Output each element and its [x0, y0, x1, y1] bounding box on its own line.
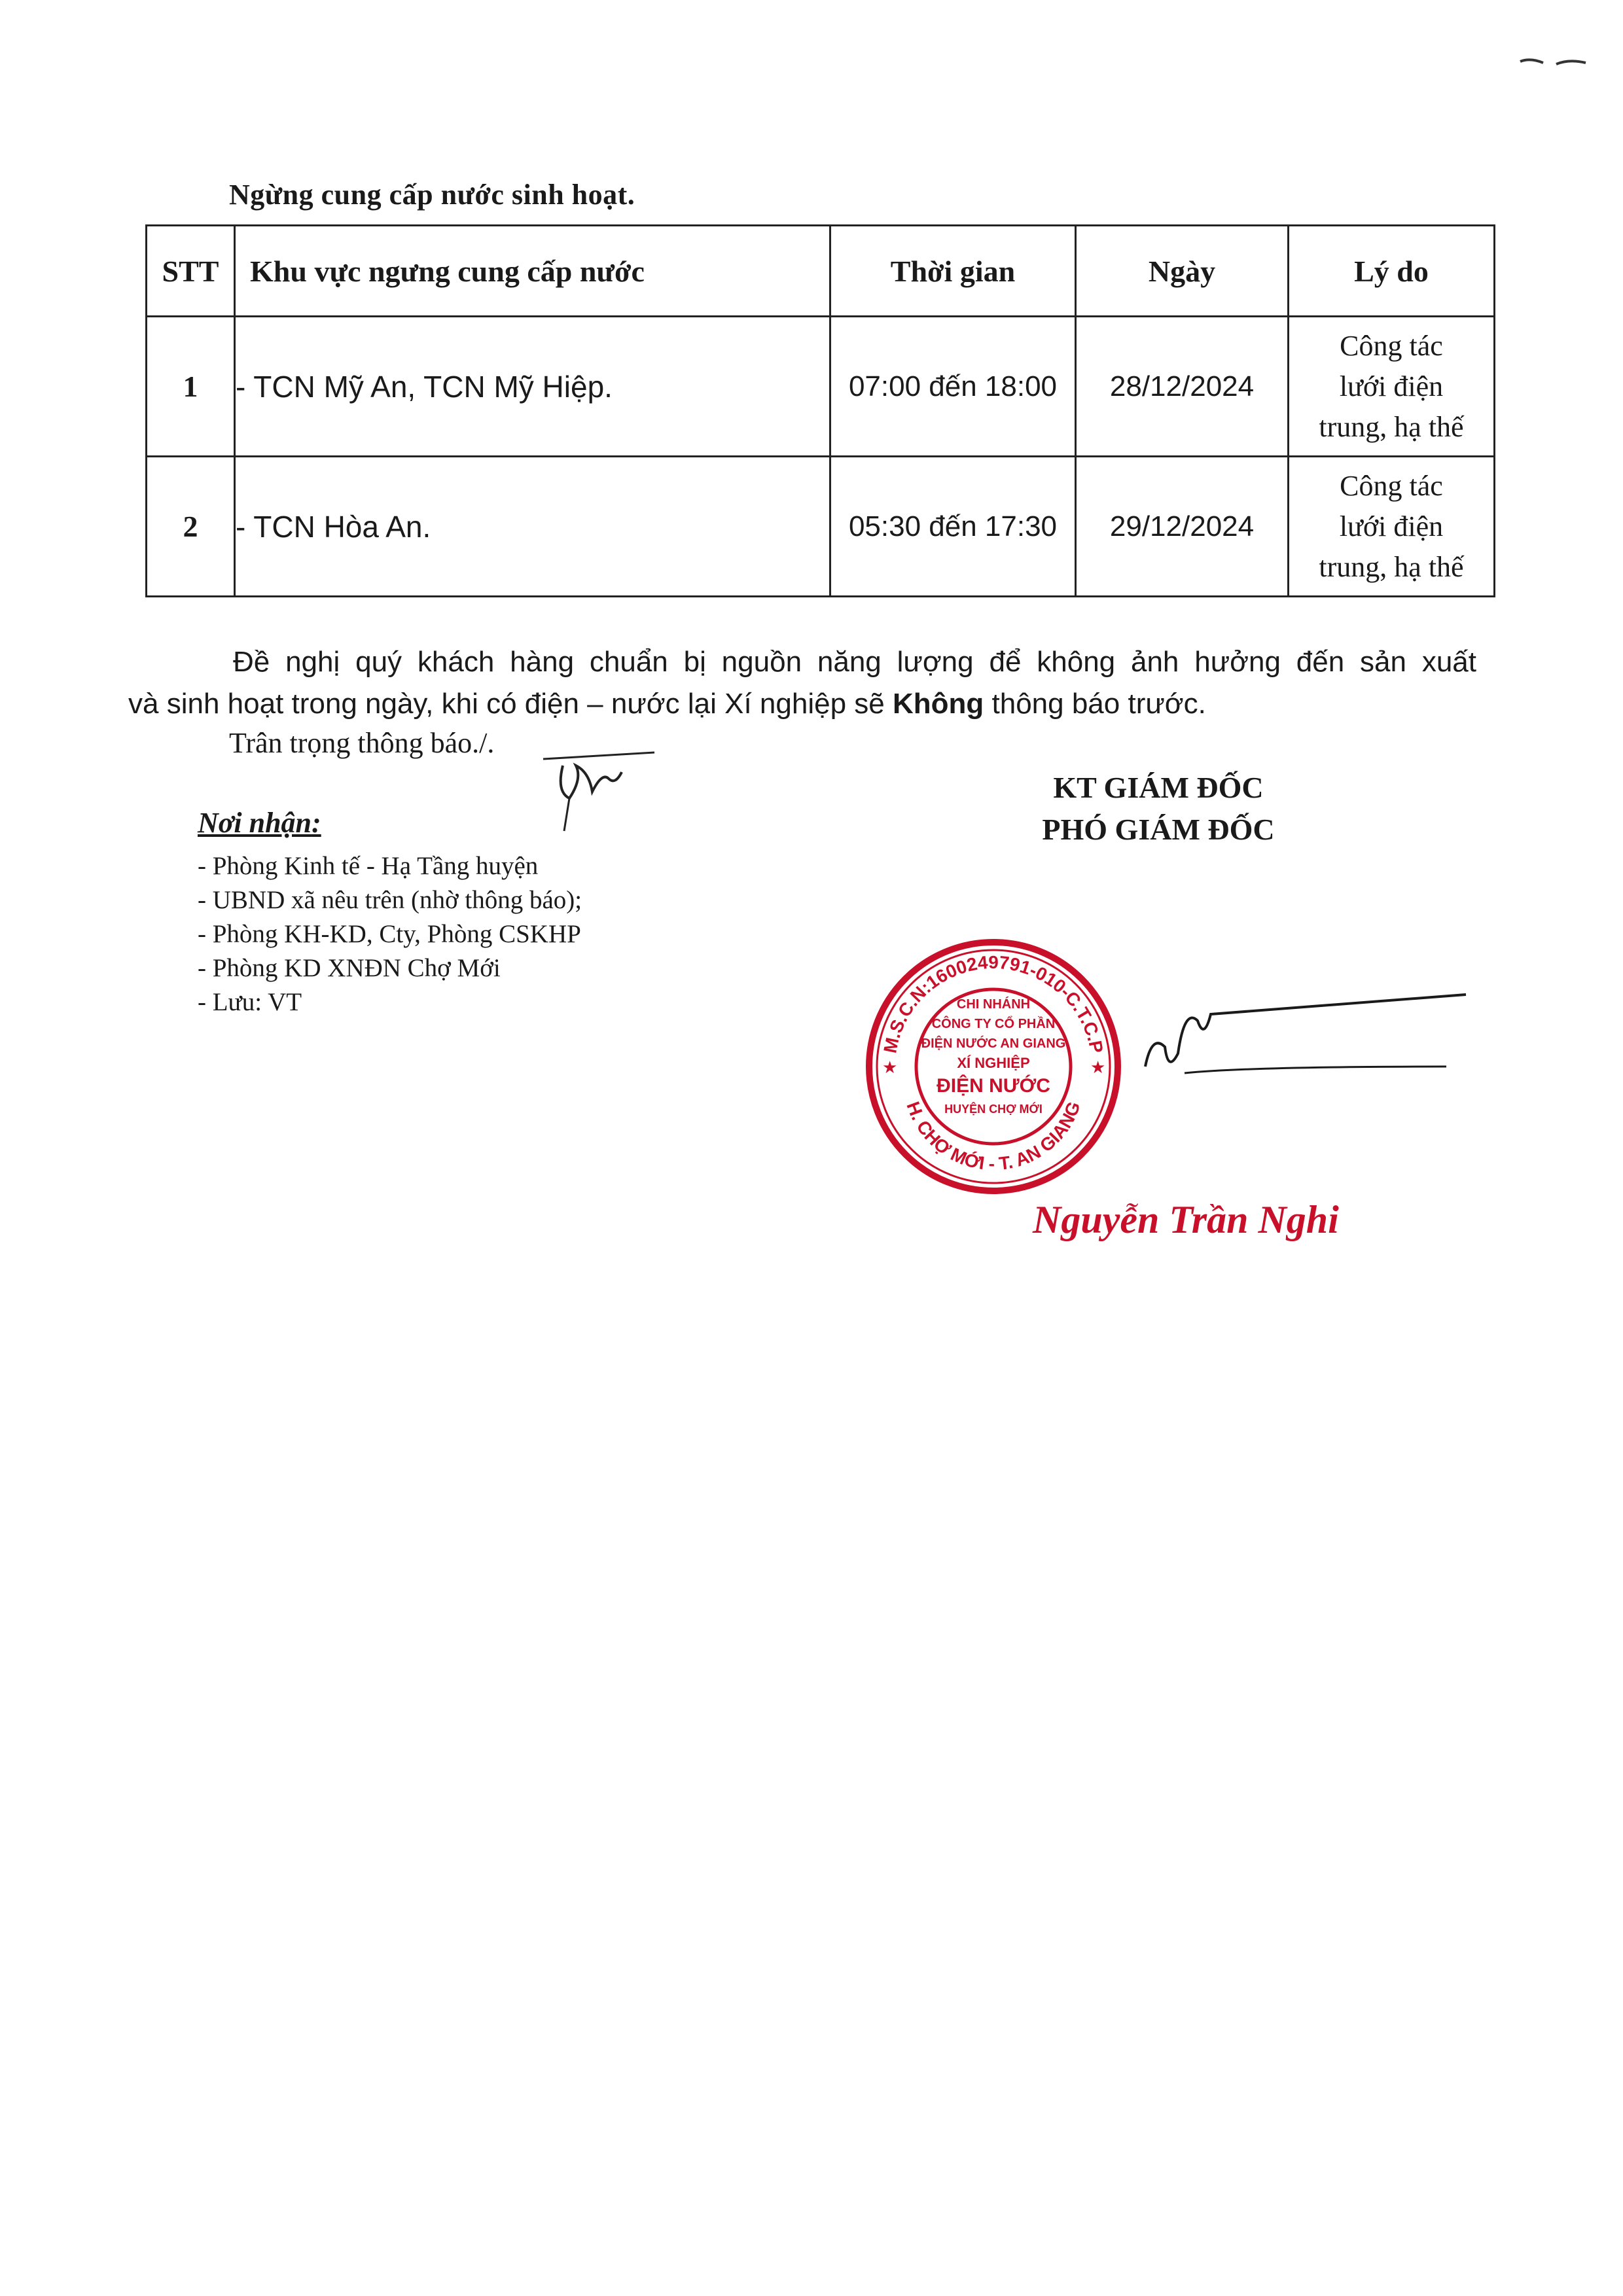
closing-regards: Trân trọng thông báo./.: [229, 727, 495, 759]
list-item: - Phòng KD XNĐN Chợ Mới: [198, 954, 501, 982]
section-heading: Ngừng cung cấp nước sinh hoạt.: [229, 179, 635, 211]
outage-schedule-table: [145, 224, 1495, 597]
corner-scribble-mark: [1517, 52, 1589, 72]
recipients-list: [198, 849, 582, 1019]
emphasis-word: Không: [892, 688, 984, 720]
reason-line: lưới điện: [1339, 370, 1444, 402]
header-stt: STT: [147, 226, 235, 317]
star-icon: ★: [882, 1058, 898, 1078]
list-item: - UBND xã nêu trên (nhờ thông báo);: [198, 886, 582, 914]
reason-line: trung, hạ thế: [1319, 550, 1464, 583]
row-reason: [1289, 457, 1495, 597]
recipients-title: Nơi nhận:: [198, 807, 321, 839]
row-time: 05:30 đến 17:30: [830, 457, 1076, 597]
reason-line: Công tác: [1340, 329, 1443, 362]
stamp-center-text: CHI NHÁNH CÔNG TY CỔ PHẦN ĐIỆN NƯỚC AN GIANG XÍ NGHIỆP ĐIỆN NƯỚC HUYỆN CHỢ MỚI: [921, 997, 1066, 1116]
list-item: - Lưu: VT: [198, 988, 302, 1016]
list-item: - Phòng KH-KD, Cty, Phòng CSKHP: [198, 920, 581, 948]
header-date: Ngày: [1076, 226, 1289, 317]
row-area: - TCN Mỹ An, TCN Mỹ Hiệp.: [235, 317, 830, 457]
row-date: 28/12/2024: [1076, 317, 1289, 457]
reason-line: trung, hạ thế: [1319, 410, 1464, 443]
header-area: Khu vực ngưng cung cấp nước: [235, 226, 830, 317]
signing-line-1: KT GIÁM ĐỐC: [1053, 771, 1264, 804]
list-item: - Phòng Kinh tế - Hạ Tầng huyện: [198, 852, 539, 880]
reason-line: Công tác: [1340, 469, 1443, 502]
stamp-ring-bottom: H. CHỢ MỚI - T. AN GIANG: [902, 1099, 1084, 1174]
signer-name: Nguyễn Trần Nghi: [1033, 1198, 1339, 1241]
row-date: 29/12/2024: [1076, 457, 1289, 597]
reason-line: lưới điện: [1339, 510, 1444, 542]
row-number: 2: [147, 457, 235, 597]
header-reason: Lý do: [1289, 226, 1495, 317]
request-line-1: Đề nghị quý khách hàng chuẩn bị nguồn năng lượng để không ảnh hưởng đến sản xuất: [233, 646, 1476, 678]
signing-title: [975, 767, 1342, 851]
star-icon: ★: [1090, 1058, 1106, 1078]
request-paragraph: [128, 641, 1476, 725]
initials-signature: [530, 733, 668, 838]
handwritten-signature: [1080, 968, 1472, 1112]
table-row: [147, 317, 1495, 457]
table-row: [147, 457, 1495, 597]
row-time: 07:00 đến 18:00: [830, 317, 1076, 457]
stamp-ring-top: M.S.C.N:1600249791-010-C.T.C.P: [880, 952, 1107, 1055]
request-line-2: và sinh hoạt trong ngày, khi có điện – nước lại Xí nghiệp sẽ Không thông báo trước.: [128, 688, 1206, 720]
table-header-row: [147, 226, 1495, 317]
header-time: Thời gian: [830, 226, 1076, 317]
row-number: 1: [147, 317, 235, 457]
row-reason: [1289, 317, 1495, 457]
signing-line-2: PHÓ GIÁM ĐỐC: [1042, 813, 1275, 846]
row-area: - TCN Hòa An.: [235, 457, 830, 597]
